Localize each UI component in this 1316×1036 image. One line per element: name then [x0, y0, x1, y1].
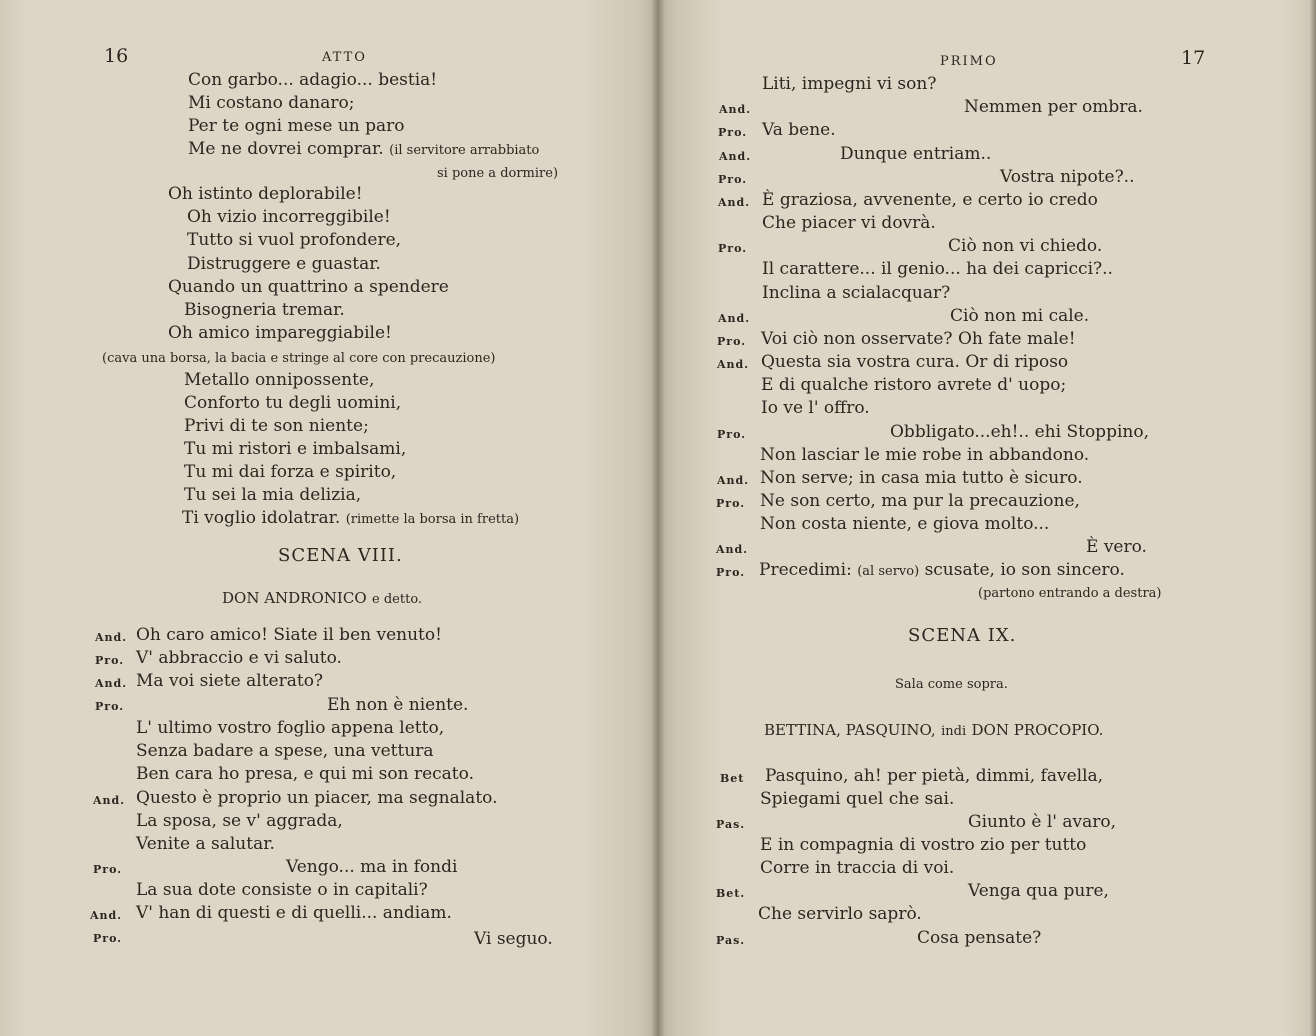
dialogue-line: Obbligato...eh!.. ehi Stoppino,: [890, 422, 1149, 442]
verse-line: Ti voglio idolatrar. (rimette la borsa in fretta): [182, 508, 520, 528]
dialogue-line: Precedimi: (al servo) scusate, io son sincero.: [759, 560, 1125, 580]
speaker: Pro.: [718, 242, 748, 255]
stage-direction: si pone a dormire): [437, 166, 559, 181]
dialogue-line: Va bene.: [762, 120, 836, 140]
verse-line: Oh vizio incorreggibile!: [187, 207, 391, 227]
speaker: Pro.: [718, 173, 748, 186]
dialogue-line: Corre in traccia di voi.: [760, 858, 955, 878]
verse-line: Tu mi ristori e imbalsami,: [184, 439, 407, 459]
speaker: Bet.: [716, 887, 746, 900]
speaker: Pro.: [95, 700, 125, 713]
dialogue-line: Che piacer vi dovrà.: [762, 213, 936, 233]
dialogue-line: Liti, impegni vi son?: [762, 74, 937, 94]
speaker: And.: [718, 312, 751, 325]
scene-title: SCENA IX.: [908, 625, 1017, 646]
verse-line: Oh istinto deplorabile!: [168, 184, 363, 204]
speaker: Pro.: [718, 126, 748, 139]
speaker: And.: [90, 909, 123, 922]
verse-line: Distruggere e guastar.: [187, 254, 381, 274]
dialogue-line: Pasquino, ah! per pietà, dimmi, favella,: [765, 766, 1104, 786]
dialogue-line: Vi seguo.: [474, 929, 553, 949]
dialogue-line: È graziosa, avvenente, e certo io credo: [762, 190, 1098, 210]
dialogue-line: È vero.: [1086, 537, 1147, 557]
dialogue-line: Questa sia vostra cura. Or di riposo: [761, 352, 1069, 372]
dialogue-line: Venga qua pure,: [968, 881, 1109, 901]
speaker: Pro.: [717, 428, 747, 441]
dialogue-line: Nemmen per ombra.: [964, 97, 1143, 117]
speaker: And.: [95, 677, 128, 690]
verse-line: Me ne dovrei comprar. (il servitore arrabbiato: [188, 139, 540, 159]
speaker: And.: [93, 794, 126, 807]
dialogue-line: E in compagnia di vostro zio per tutto: [760, 835, 1087, 855]
dialogue-line: La sposa, se v' aggrada,: [136, 811, 343, 831]
dialogue-line: Ciò non vi chiedo.: [948, 236, 1103, 256]
dialogue-line: Ma voi siete alterato?: [136, 671, 324, 691]
verse-line: Con garbo... adagio... bestia!: [188, 70, 438, 90]
dialogue-line: Senza badare a spese, una vettura: [136, 741, 434, 761]
speaker: Pro.: [717, 335, 747, 348]
dialogue-line: La sua dote consiste o in capitali?: [136, 880, 428, 900]
dialogue-line: Vengo... ma in fondi: [286, 857, 458, 877]
dialogue-line: Voi ciò non osservate? Oh fate male!: [761, 329, 1076, 349]
speaker: Pro.: [716, 566, 746, 579]
scene-characters: BETTINA, PASQUINO, indi DON PROCOPIO.: [764, 721, 1104, 739]
dialogue-line: Spiegami quel che sai.: [760, 789, 955, 809]
stage-direction: (partono entrando a destra): [978, 586, 1162, 601]
dialogue-line: Giunto è l' avaro,: [968, 812, 1117, 832]
dialogue-line: V' abbraccio e vi saluto.: [136, 648, 342, 668]
dialogue-line: Ne son certo, ma pur la precauzione,: [760, 491, 1080, 511]
scene-title: SCENA VIII.: [278, 545, 403, 566]
verse-line: Mi costano danaro;: [188, 93, 355, 113]
book-gutter: [651, 0, 665, 1036]
dialogue-line: Ciò non mi cale.: [950, 306, 1090, 326]
dialogue-line: Non costa niente, e giova molto...: [760, 514, 1050, 534]
verse-line: Privi di te son niente;: [184, 416, 369, 436]
dialogue-line: Il carattere... il genio... ha dei capricci?..: [762, 259, 1113, 279]
speaker: And.: [717, 358, 750, 371]
dialogue-line: Oh caro amico! Siate il ben venuto!: [136, 625, 442, 645]
speaker: Pro.: [93, 863, 123, 876]
dialogue-line: E di qualche ristoro avrete d' uopo;: [761, 375, 1067, 395]
running-head: ATTO: [322, 50, 367, 65]
speaker: Pro.: [93, 932, 123, 945]
speaker: And.: [716, 543, 749, 556]
stage-direction: (il servitore arrabbiato: [389, 143, 540, 158]
dialogue-line: Vostra nipote?..: [1000, 167, 1135, 187]
page-number: 17: [1181, 47, 1206, 69]
dialogue-line: Ben cara ho presa, e qui mi son recato.: [136, 764, 474, 784]
dialogue-line: Cosa pensate?: [917, 928, 1042, 948]
speaker: And.: [719, 150, 752, 163]
speaker: And.: [95, 631, 128, 644]
dialogue-line: Non serve; in casa mia tutto è sicuro.: [760, 468, 1083, 488]
dialogue-line: Che servirlo saprò.: [758, 904, 922, 924]
dialogue-line: Non lasciar le mie robe in abbandono.: [760, 445, 1090, 465]
dialogue-line: Eh non è niente.: [327, 695, 469, 715]
dialogue-line: L' ultimo vostro foglio appena letto,: [136, 718, 445, 738]
scene-setting: Sala come sopra.: [895, 677, 1008, 692]
dialogue-line: Questo è proprio un piacer, ma segnalato.: [136, 788, 498, 808]
speaker: Pro.: [95, 654, 125, 667]
verse-line: Conforto tu degli uomini,: [184, 393, 402, 413]
dialogue-line: Venite a salutar.: [136, 834, 275, 854]
stage-direction: (cava una borsa, la bacia e stringe al core con precauzione): [102, 351, 496, 366]
verse-line: Tu sei la mia delizia,: [184, 485, 362, 505]
right-page: [658, 0, 1316, 1036]
verse-line: Oh amico impareggiabile!: [168, 323, 392, 343]
page-number: 16: [104, 45, 129, 67]
verse-line: Tu mi dai forza e spirito,: [184, 462, 397, 482]
stage-direction: (al servo): [857, 564, 920, 579]
speaker: Pro.: [716, 497, 746, 510]
stage-direction: (rimette la borsa in fretta): [345, 512, 520, 527]
verse-line: Tutto si vuol profondere,: [187, 230, 402, 250]
dialogue-line: Inclina a scialacquar?: [762, 283, 951, 303]
verse-line: Quando un quattrino a spendere: [168, 277, 449, 297]
dialogue-line: Io ve l' offro.: [761, 398, 870, 418]
scene-characters: DON ANDRONICO e detto.: [222, 589, 423, 607]
speaker: And.: [718, 196, 751, 209]
verse-line: Bisogneria tremar.: [184, 300, 345, 320]
speaker: Bet: [720, 772, 745, 785]
speaker: And.: [719, 103, 752, 116]
verse-line: Per te ogni mese un paro: [188, 116, 405, 136]
speaker: Pas.: [716, 818, 746, 831]
speaker: And.: [717, 474, 750, 487]
running-head: PRIMO: [940, 54, 998, 69]
dialogue-line: V' han di questi e di quelli... andiam.: [136, 903, 452, 923]
dialogue-line: Dunque entriam..: [840, 144, 992, 164]
verse-line: Metallo onnipossente,: [184, 370, 375, 390]
speaker: Pas.: [716, 934, 746, 947]
